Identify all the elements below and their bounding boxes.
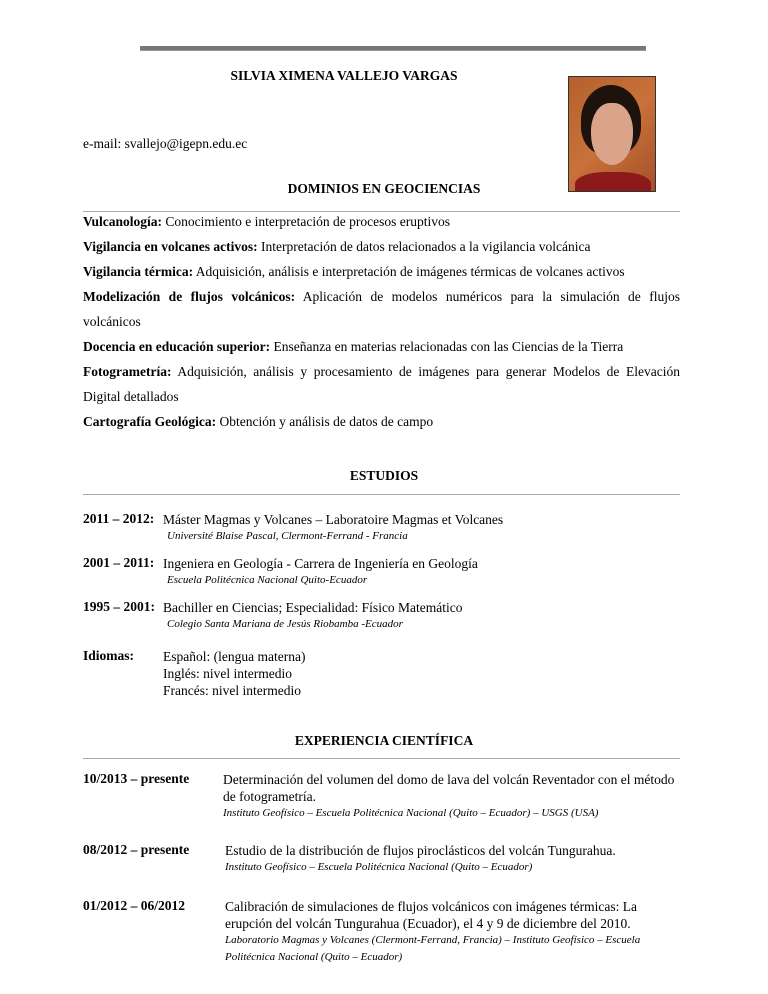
list-item: Vulcanología: Conocimiento e interpretación de procesos eruptivos: [83, 214, 450, 229]
list-item: Vigilancia térmica: Adquisición, análisis e interpretación de imágenes térmicas de volcanes activos: [83, 264, 625, 279]
divider: [83, 494, 680, 495]
person-name: SILVIA XIMENA VALLEJO VARGAS: [230, 68, 458, 83]
email: e-mail: svallejo@igepn.edu.ec: [83, 136, 248, 151]
list-item: Modelización de flujos volcánicos: Aplicación de modelos numéricos para la simulación de flujos volcánicos: [83, 289, 680, 329]
profile-photo: [568, 76, 656, 192]
list-item: Docencia en educación superior: Enseñanza en materias relacionadas con las Ciencias de la Tierra: [83, 339, 624, 354]
section-title-estudios: ESTUDIOS: [349, 468, 419, 483]
list-item: Vigilancia en volcanes activos: Interpretación de datos relacionados a la vigilancia volcánica: [83, 239, 591, 254]
divider: [83, 758, 680, 759]
section-title-dominios: DOMINIOS EN GEOCIENCIAS: [287, 181, 481, 196]
list-item: Fotogrametría: Adquisición, análisis y procesamiento de imágenes para generar Modelos de Elevación Digital detallados: [83, 364, 680, 404]
section-title-experiencia: EXPERIENCIA CIENTÍFICA: [294, 733, 474, 748]
dominios-list: [83, 209, 680, 434]
top-rule: [140, 46, 646, 51]
list-item: Cartografía Geológica: Obtención y análisis de datos de campo: [83, 414, 434, 429]
